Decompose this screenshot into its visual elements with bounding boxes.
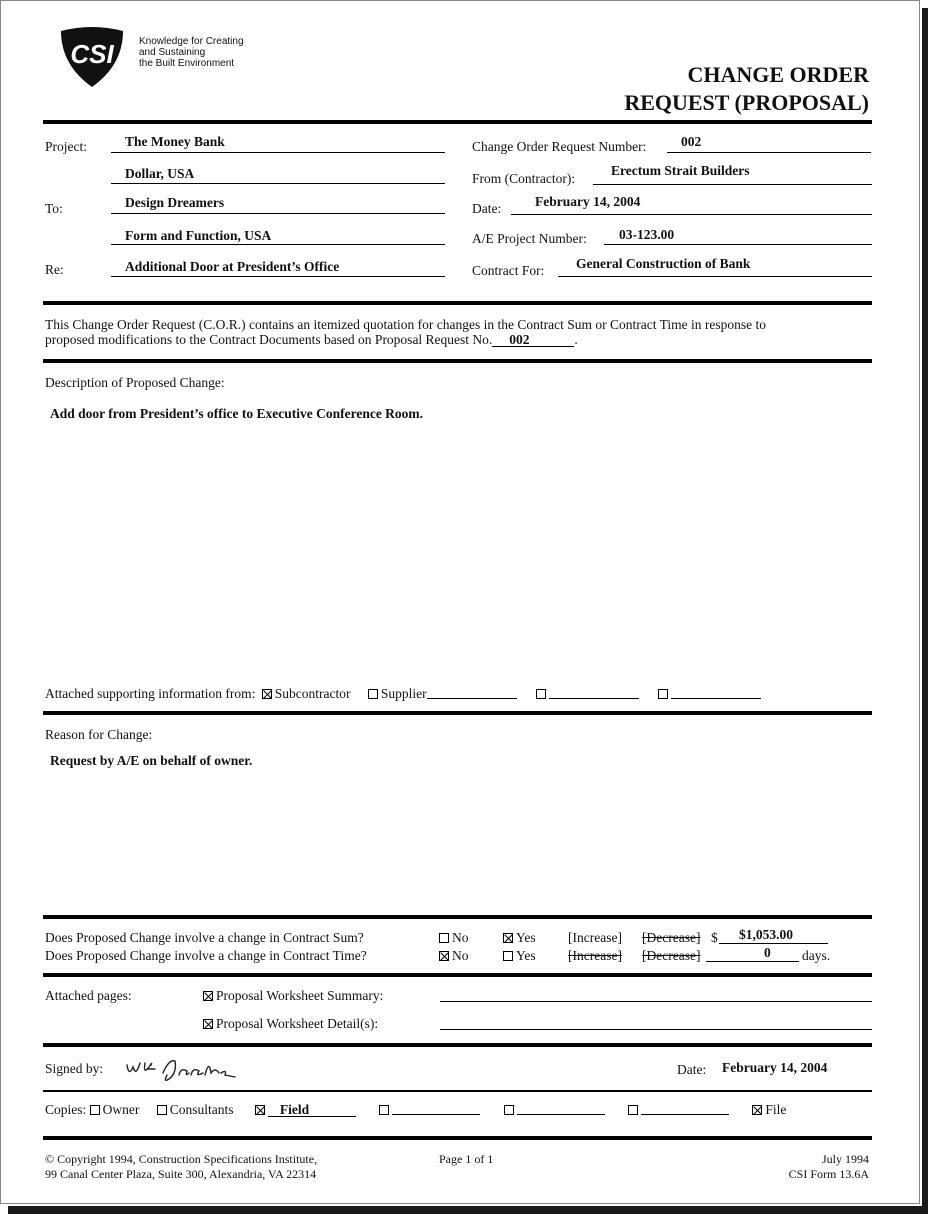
time-yes-option <box>503 948 536 964</box>
page-shadow-right <box>922 8 928 1214</box>
field-line <box>111 276 445 277</box>
sum-no-checkbox[interactable] <box>439 933 449 943</box>
field-line <box>604 244 872 245</box>
reason-label: Reason for Change: <box>45 727 153 742</box>
divider <box>43 973 872 977</box>
to-label: To: <box>45 201 63 216</box>
copy-checkbox-1[interactable] <box>379 1105 389 1115</box>
copy-line-2 <box>517 1102 605 1115</box>
page-number: Page 1 of 1 <box>439 1152 494 1166</box>
days-label: days. <box>802 948 831 963</box>
divider <box>43 1136 872 1140</box>
other-checkbox-1[interactable] <box>536 689 546 699</box>
footer-form-info <box>789 1152 869 1182</box>
field-line <box>111 152 445 153</box>
field-line <box>111 244 445 245</box>
field-line <box>511 214 872 215</box>
owner-label: Owner <box>102 1102 140 1117</box>
copies-label: Copies: <box>45 1102 87 1117</box>
form-title <box>624 61 869 117</box>
worksheet-summary-checkbox[interactable] <box>203 991 213 1001</box>
tagline-line: and Sustaining <box>139 47 206 58</box>
csi-logo-icon <box>57 25 127 89</box>
field-line <box>440 1029 872 1030</box>
to-value: Design Dreamers <box>125 195 225 210</box>
from-label: From (Contractor): <box>472 171 576 186</box>
copy-line-1 <box>392 1102 480 1115</box>
supplier-checkbox[interactable] <box>368 689 378 699</box>
time-question: Does Proposed Change involve a change in Contract Time? <box>45 948 367 963</box>
title-line-1: CHANGE ORDER <box>687 62 869 87</box>
copy-checkbox-2[interactable] <box>504 1105 514 1115</box>
supplier-label: Supplier <box>380 686 427 701</box>
intro-line-1: This Change Order Request (C.O.R.) contains an itemized quotation for changes in the Contract Sum or Contract Time in response to <box>45 317 766 332</box>
footer-copyright <box>45 1152 317 1182</box>
reason-text: Request by A/E on behalf of owner. <box>50 753 253 768</box>
address-line: 99 Canal Center Plaza, Suite 300, Alexandria, VA 22314 <box>45 1167 317 1181</box>
time-no-option <box>439 948 469 964</box>
time-yes-checkbox[interactable] <box>503 951 513 961</box>
contract-value: General Construction of Bank <box>576 256 751 271</box>
divider <box>43 1090 872 1092</box>
field-line <box>111 213 445 214</box>
file-checkbox[interactable] <box>752 1105 762 1115</box>
signed-by-label: Signed by: <box>45 1061 104 1076</box>
copyright-line: © Copyright 1994, Construction Specifications Institute, <box>45 1152 318 1166</box>
divider <box>43 1043 872 1047</box>
cor-number-value: 002 <box>681 134 702 149</box>
no-label: No <box>452 930 469 945</box>
date-label: Date: <box>472 201 502 216</box>
intro-line-2 <box>45 332 873 347</box>
attached-pages-label: Attached pages: <box>45 988 132 1003</box>
to-location-value: Form and Function, USA <box>125 228 272 243</box>
worksheet-detail-checkbox[interactable] <box>203 1019 213 1029</box>
ae-value: 03-123.00 <box>619 227 675 242</box>
proposal-number-value: 002 <box>509 332 530 347</box>
signature-image <box>123 1053 247 1087</box>
sum-amount-line <box>719 943 828 944</box>
field-line <box>111 183 445 184</box>
worksheet-summary-label: Proposal Worksheet Summary: <box>216 988 384 1003</box>
worksheet-detail-option <box>203 1016 378 1032</box>
form-date: July 1994 <box>821 1152 869 1166</box>
other-line-1 <box>549 686 639 699</box>
field-line <box>593 184 872 185</box>
re-value: Additional Door at President’s Office <box>125 259 340 274</box>
time-increase-label: [Increase] <box>568 948 622 963</box>
form-number: CSI Form 13.6A <box>788 1167 869 1181</box>
supplier-line <box>427 686 517 699</box>
description-text: Add door from President’s office to Executive Conference Room. <box>50 406 424 421</box>
field-checkbox[interactable] <box>255 1105 265 1115</box>
subcontractor-label: Subcontractor <box>274 686 351 701</box>
field-line <box>268 1103 356 1117</box>
page-shadow-bottom <box>8 1206 928 1214</box>
copies-row <box>45 1102 786 1118</box>
divider <box>43 711 872 715</box>
days-amount-line <box>706 961 799 962</box>
re-label: Re: <box>45 262 64 277</box>
svg-text:CSI: CSI <box>70 39 114 69</box>
signature-date-label: Date: <box>677 1062 707 1077</box>
divider <box>43 359 872 363</box>
from-value: Erectum Strait Builders <box>611 163 750 178</box>
yes-label: Yes <box>516 930 536 945</box>
worksheet-summary-option <box>203 988 383 1004</box>
description-label: Description of Proposed Change: <box>45 375 225 390</box>
other-line-2 <box>671 686 761 699</box>
intro-prefix: proposed modifications to the Contract Documents based on Proposal Request No. <box>45 332 493 347</box>
field-line <box>667 152 871 153</box>
other-checkbox-2[interactable] <box>658 689 668 699</box>
subcontractor-checkbox[interactable] <box>262 689 272 699</box>
divider <box>43 915 872 919</box>
consultants-checkbox[interactable] <box>157 1105 167 1115</box>
field-line <box>558 276 872 277</box>
days-amount-value: 0 <box>764 945 771 960</box>
project-label: Project: <box>45 139 87 154</box>
copy-checkbox-3[interactable] <box>628 1105 638 1115</box>
divider <box>43 120 872 124</box>
intro-suffix: . <box>574 332 578 347</box>
signature-date-value: February 14, 2004 <box>722 1060 828 1075</box>
ae-label: A/E Project Number: <box>472 231 587 246</box>
consultants-label: Consultants <box>169 1102 234 1117</box>
attached-support-label: Attached supporting information from: <box>45 686 256 701</box>
dollar-sign: $ <box>711 930 718 945</box>
intro-paragraph <box>45 317 873 347</box>
sum-yes-option <box>503 930 536 946</box>
time-decrease-label: [Decrease] <box>642 948 701 963</box>
sum-decrease-label: [Decrease] <box>642 930 701 945</box>
contract-label: Contract For: <box>472 263 545 278</box>
proposal-number-field <box>492 333 574 347</box>
copy-line-3 <box>641 1102 729 1115</box>
tagline-line: the Built Environment <box>139 58 235 69</box>
attached-support-row <box>45 686 761 702</box>
worksheet-detail-label: Proposal Worksheet Detail(s): <box>216 1016 379 1031</box>
sum-yes-checkbox[interactable] <box>503 933 513 943</box>
logo-tagline <box>139 36 244 69</box>
tagline-line: Knowledge for Creating <box>139 36 244 47</box>
yes-label: Yes <box>516 948 536 963</box>
field-line <box>440 1001 872 1002</box>
sum-amount-value: $1,053.00 <box>739 927 793 942</box>
date-value: February 14, 2004 <box>535 194 641 209</box>
sum-question: Does Proposed Change involve a change in Contract Sum? <box>45 930 364 945</box>
project-value: The Money Bank <box>125 134 225 149</box>
owner-checkbox[interactable] <box>90 1105 100 1115</box>
field-label: Field <box>279 1102 310 1117</box>
cor-number-label: Change Order Request Number: <box>472 139 647 154</box>
divider <box>43 301 872 305</box>
project-location-value: Dollar, USA <box>125 166 195 181</box>
sum-no-option <box>439 930 469 946</box>
title-line-2: REQUEST (PROPOSAL) <box>624 90 869 115</box>
no-label: No <box>452 948 469 963</box>
sum-increase-label: [Increase] <box>568 930 622 945</box>
file-label: File <box>765 1102 787 1117</box>
time-no-checkbox[interactable] <box>439 951 449 961</box>
